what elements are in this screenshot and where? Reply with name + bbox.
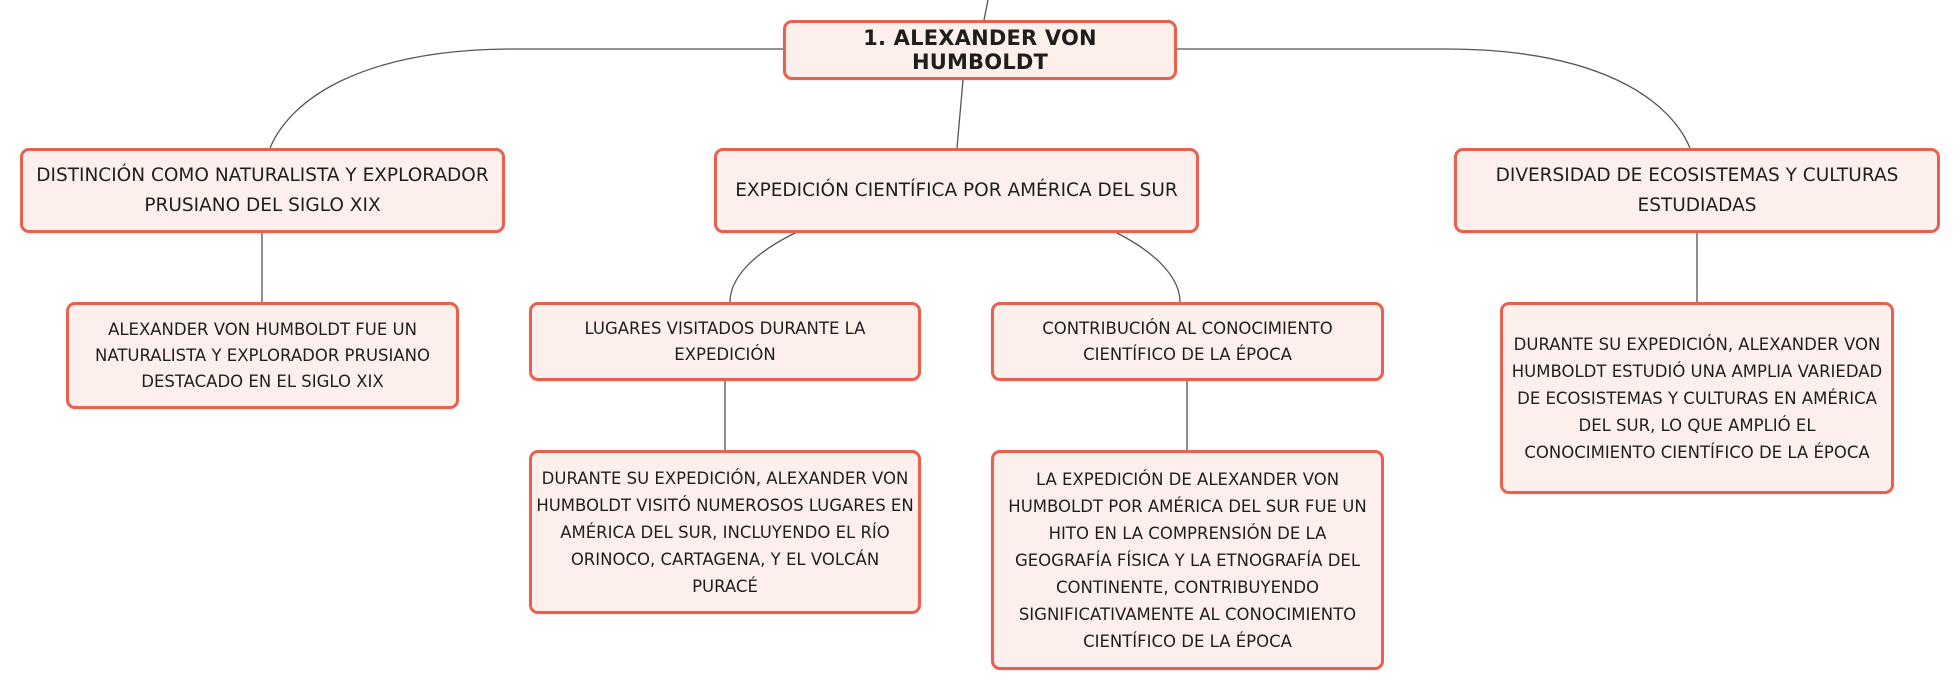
- subtopic-lugares[interactable]: LUGARES VISITADOS DURANTE LA EXPEDICIÓN: [529, 302, 921, 381]
- root-topic[interactable]: 1. ALEXANDER VON HUMBOLDT: [783, 20, 1177, 80]
- branch-diversidad[interactable]: DIVERSIDAD DE ECOSISTEMAS Y CULTURAS ESTUDIADAS: [1454, 148, 1940, 233]
- connector-center-left: [730, 233, 795, 302]
- connector-root-right: [1177, 49, 1690, 148]
- detail-diversidad[interactable]: DURANTE SU EXPEDICIÓN, ALEXANDER VON HUMBOLDT ESTUDIÓ UNA AMPLIA VARIEDAD DE ECOSISTEMAS Y CULTURAS EN AMÉRICA DEL SUR, LO QUE AMPLIÓ EL CONOCIMIENTO CIENTÍFICO DE LA ÉPOCA: [1500, 302, 1894, 494]
- branch-expedicion[interactable]: EXPEDICIÓN CIENTÍFICA POR AMÉRICA DEL SUR: [714, 148, 1199, 233]
- branch-distincion[interactable]: DISTINCIÓN COMO NATURALISTA Y EXPLORADOR PRUSIANO DEL SIGLO XIX: [20, 148, 505, 233]
- detail-contribucion[interactable]: LA EXPEDICIÓN DE ALEXANDER VON HUMBOLDT POR AMÉRICA DEL SUR FUE UN HITO EN LA COMPRENSIÓN DE LA GEOGRAFÍA FÍSICA Y LA ETNOGRAFÍA DEL CONTINENTE, CONTRIBUYENDO SIGNIFICATIVAMENTE AL CONOCIMIENTO CIENTÍFICO DE LA ÉPOCA: [991, 450, 1384, 670]
- connector-root-center: [957, 80, 963, 148]
- subtopic-contribucion[interactable]: CONTRIBUCIÓN AL CONOCIMIENTO CIENTÍFICO DE LA ÉPOCA: [991, 302, 1384, 381]
- connector-root-left: [270, 49, 783, 148]
- detail-lugares[interactable]: DURANTE SU EXPEDICIÓN, ALEXANDER VON HUMBOLDT VISITÓ NUMEROSOS LUGARES EN AMÉRICA DEL SUR, INCLUYENDO EL RÍO ORINOCO, CARTAGENA, Y EL VOLCÁN PURACÉ: [529, 450, 921, 614]
- connector-center-right: [1117, 233, 1180, 302]
- detail-naturalista[interactable]: ALEXANDER VON HUMBOLDT FUE UN NATURALISTA Y EXPLORADOR PRUSIANO DESTACADO EN EL SIGLO XIX: [66, 302, 459, 409]
- connector-top-stub: [984, 0, 988, 20]
